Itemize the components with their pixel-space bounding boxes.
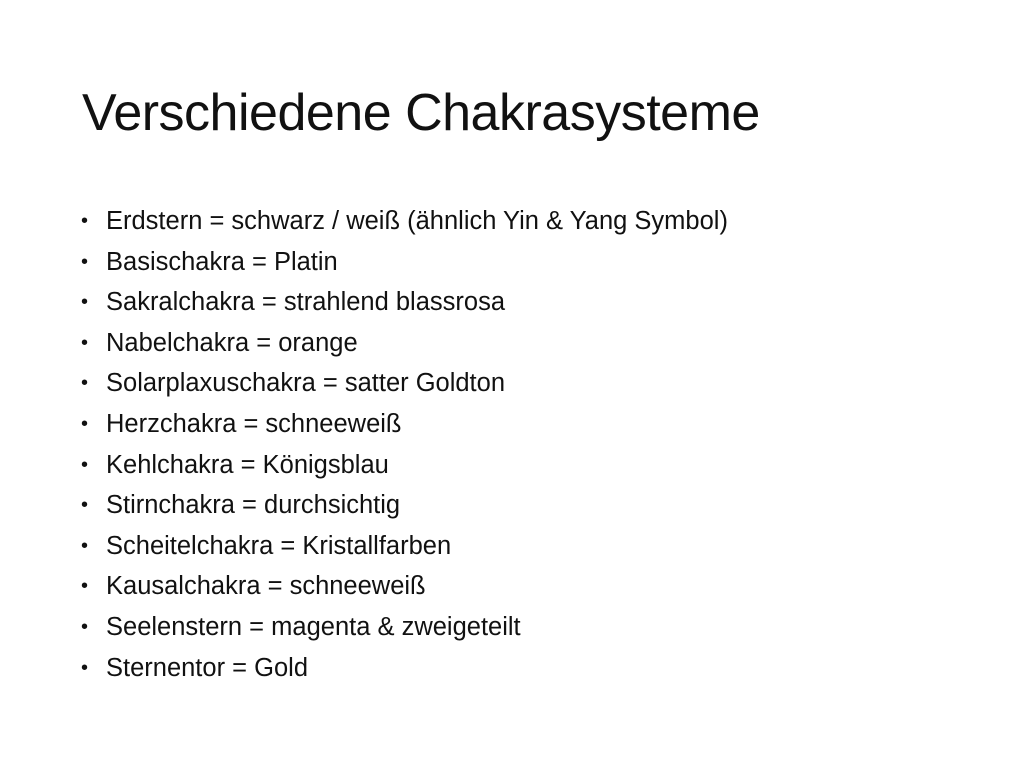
- bullet-item: [78, 363, 728, 404]
- bullet-dot-icon: •: [81, 453, 89, 476]
- bullet-dot-icon: •: [81, 331, 89, 354]
- bullet-item: [78, 485, 728, 526]
- bullet-text: Seelenstern = magenta & zweigeteilt: [106, 612, 521, 641]
- slide-title: Verschiedene Chakrasysteme: [82, 84, 760, 142]
- bullet-text: Herzchakra = schneeweiß: [106, 409, 402, 438]
- bullet-text: Basischakra = Platin: [106, 247, 338, 276]
- bullet-item: [78, 201, 728, 242]
- bullet-item: [78, 445, 728, 486]
- bullet-list: [78, 201, 728, 688]
- bullet-item: [78, 648, 728, 689]
- bullet-dot-icon: •: [81, 534, 89, 557]
- bullet-text: Erdstern = schwarz / weiß (ähnlich Yin & Yang Symbol): [106, 207, 728, 235]
- bullet-item: [78, 566, 728, 607]
- bullet-item: [78, 282, 728, 323]
- bullet-dot-icon: •: [81, 210, 89, 232]
- bullet-dot-icon: •: [81, 575, 89, 598]
- bullet-text: Sternentor = Gold: [106, 653, 308, 682]
- bullet-text: Kehlchakra = Königsblau: [106, 450, 389, 479]
- bullet-item: [78, 404, 728, 445]
- bullet-text: Sakralchakra = strahlend blassrosa: [106, 288, 505, 317]
- bullet-dot-icon: •: [81, 656, 89, 679]
- bullet-text: Scheitelchakra = Kristallfarben: [106, 531, 452, 560]
- bullet-item: [78, 607, 728, 648]
- bullet-item: [78, 323, 728, 364]
- bullet-dot-icon: •: [81, 250, 89, 273]
- bullet-text: Solarplaxuschakra = satter Goldton: [106, 369, 506, 398]
- bullet-text: Kausalchakra = schneeweiß: [106, 572, 426, 601]
- bullet-item: [78, 242, 728, 283]
- bullet-dot-icon: •: [81, 494, 89, 517]
- bullet-dot-icon: •: [81, 291, 89, 314]
- bullet-dot-icon: •: [81, 412, 89, 435]
- bullet-dot-icon: •: [81, 372, 89, 395]
- bullet-text: Nabelchakra = orange: [106, 328, 358, 357]
- bullet-dot-icon: •: [81, 615, 89, 638]
- bullet-text: Stirnchakra = durchsichtig: [106, 491, 401, 520]
- bullet-item: [78, 526, 728, 567]
